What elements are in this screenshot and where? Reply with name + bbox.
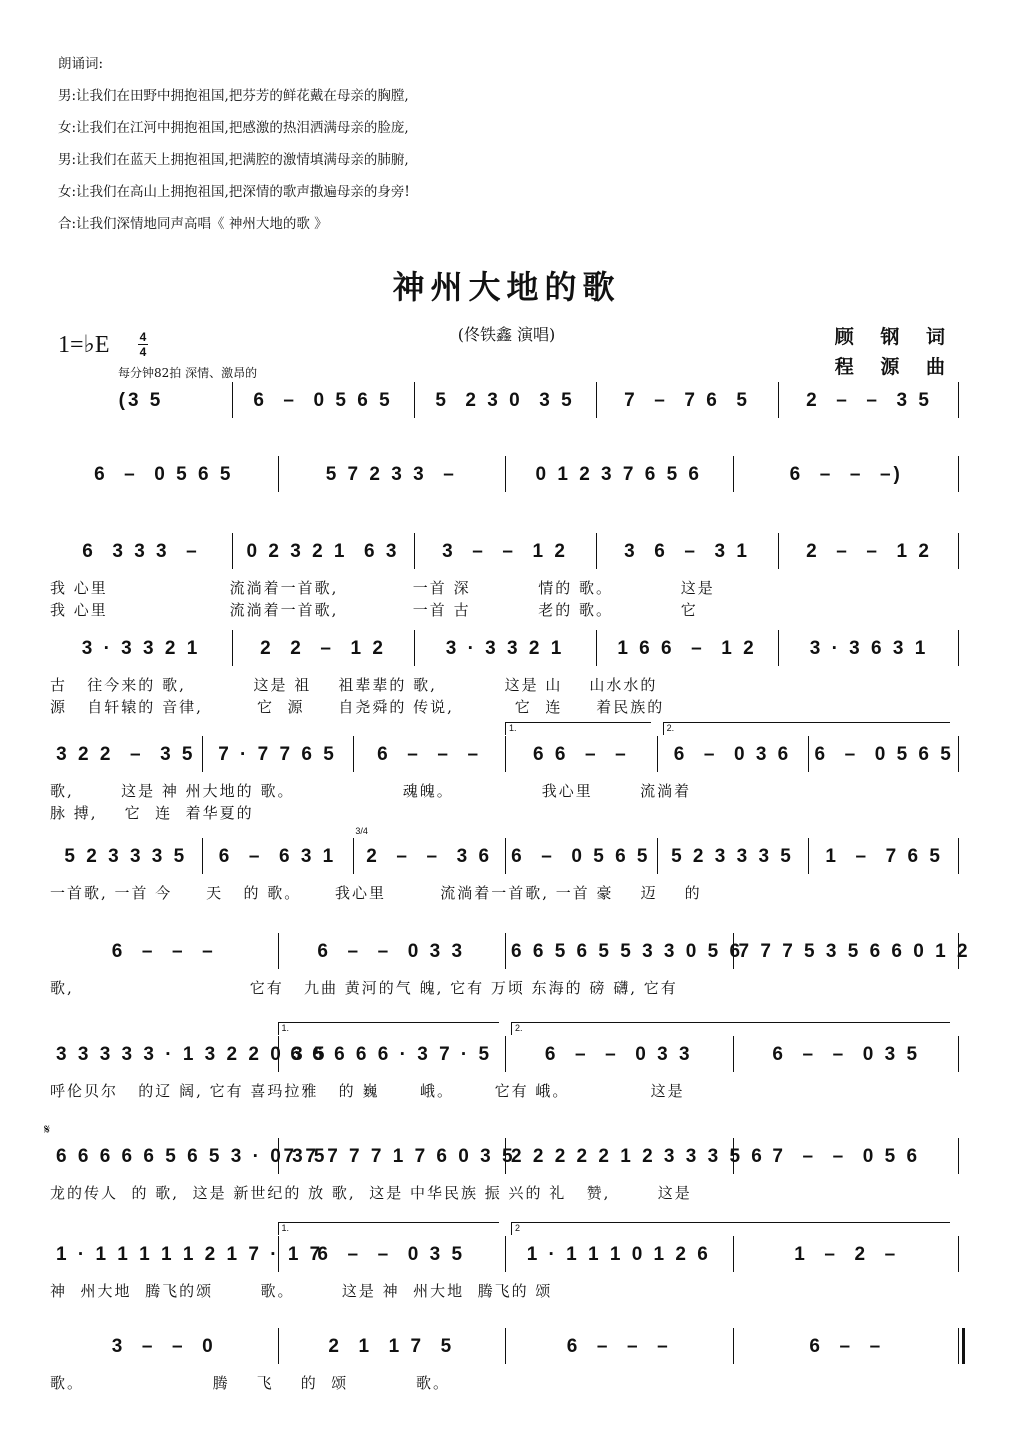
measure: 6 – – –): [789, 464, 903, 485]
bar-line: [505, 838, 506, 874]
bar-line: [505, 1236, 506, 1272]
bar-line: [657, 838, 658, 874]
bar-line: [733, 1236, 734, 1272]
notes-line: [50, 632, 960, 666]
end-bar-line: [958, 838, 959, 874]
bar-line: [278, 1328, 279, 1364]
bar-line: [278, 1036, 279, 1072]
bar-line: [778, 533, 779, 569]
measure: 6 3 3 3 –: [82, 541, 200, 562]
recitation-line: 男:让我们在蓝天上拥抱祖国,把满腔的激情填满母亲的肺腑,: [58, 152, 409, 168]
measure: 5 2 3 3 3 5: [64, 846, 188, 867]
bar-line: [505, 1036, 506, 1072]
lyric-line: 一首歌, 一首 今 天 的 歌。 我心里 流淌着一首歌, 一首 豪 迈 的: [50, 884, 702, 902]
volta-second-ending: 2.: [511, 1022, 950, 1035]
bar-line: [657, 736, 658, 772]
volta-second-ending: 2: [511, 1222, 950, 1235]
bar-line: [733, 1328, 734, 1364]
measure: 6 – 0 3 6: [673, 744, 792, 765]
measure: 0 2 3 2 1 6 3: [246, 541, 400, 562]
measure: 1 · 1 1 1 1 1 2 1 7 · 1 7: [56, 1244, 324, 1265]
end-bar-line: [958, 533, 959, 569]
measure: 6 – –: [809, 1336, 884, 1357]
measure: 5 2 3 0 3 5: [435, 390, 575, 411]
meter-change-mark: 3/4: [355, 826, 368, 836]
measure: 6 – – 0 3 3: [544, 1044, 693, 1065]
measure: 6 – 6 3 1: [218, 846, 337, 867]
measure: 7 7 7 5 3 5 6 6 0 1 2: [738, 941, 971, 962]
measure: 0 1 2 3 7 6 5 6: [535, 464, 702, 485]
measure: 3 · 3 3 2 1: [445, 638, 565, 659]
measure: 3 3 3 3 3 · 1 3 2 2 0 3 5: [56, 1044, 328, 1065]
measure: 1 · 1 1 1 0 1 2 6: [526, 1244, 711, 1265]
measure: 6 – 0 5 6 5: [814, 744, 954, 765]
measure: 7 7 7 7 7 1 7 6 0 3 5: [283, 1146, 516, 1167]
bar-line: [353, 838, 354, 874]
measure: 6 6 5 6 5 5 3 3 0 5 6: [511, 941, 744, 962]
notes-line: [50, 738, 960, 772]
measure: 6 6 6 6 6 · 3 7 · 5: [290, 1044, 493, 1065]
measure: 6 – 0 5 6 5: [94, 464, 234, 485]
notes-line: [50, 1330, 960, 1364]
singer-credit: (佟铁鑫 演唱): [457, 325, 556, 344]
end-bar-line: [958, 736, 959, 772]
bar-line: [596, 533, 597, 569]
measure: 3 – – 0: [111, 1336, 216, 1357]
measure: 6 – – –: [566, 1336, 671, 1357]
measure: 1 – 7 6 5: [825, 846, 943, 867]
bar-line: [733, 456, 734, 492]
measure: 3 – – 1 2: [442, 541, 568, 562]
recitation-line: 女:让我们在江河中拥抱祖国,把感激的热泪洒满母亲的脸庞,: [58, 120, 409, 136]
bar-line: [278, 456, 279, 492]
time-signature-bottom: 4: [139, 345, 147, 359]
bar-line: [596, 382, 597, 418]
bar-line: [232, 630, 233, 666]
measure: (3 5: [118, 390, 164, 411]
lyric-line: 神 州大地 腾飞的颂 歌。 这是 神 州大地 腾飞的 颂: [50, 1282, 553, 1300]
measure: 1 – 2 –: [794, 1244, 899, 1265]
measure: 3 2 2 – 3 5: [56, 744, 196, 765]
end-bar-line: [958, 630, 959, 666]
key-signature: 1=♭E: [58, 332, 110, 358]
notes-line: [50, 840, 960, 874]
end-bar-line: [958, 1328, 965, 1364]
bar-line: [733, 1138, 734, 1174]
measure: 2 1 1 7 5: [328, 1336, 455, 1357]
song-title: 神州大地的歌: [392, 268, 621, 306]
bar-line: [733, 933, 734, 969]
bar-line: [202, 838, 203, 874]
bar-line: [505, 1328, 506, 1364]
measure: 6 – 0 5 6 5: [511, 846, 651, 867]
lyric-line: 歌, 它有 九曲 黄河的气 魄, 它有 万顷 东海的 磅 礴, 它有: [50, 979, 678, 997]
measure: 6 – – 0 3 5: [317, 1244, 466, 1265]
bar-line: [232, 533, 233, 569]
composer-credit: 程 源 曲: [834, 356, 955, 378]
recitation-block: [58, 48, 410, 240]
measure: 2 – – 1 2: [806, 541, 932, 562]
measure: 2 2 2 2 2 1 2 3 3 3 5 6: [511, 1146, 765, 1167]
volta-second-ending: 2.: [663, 722, 950, 735]
tempo-marking: 每分钟82拍 深情、激昂的: [118, 366, 258, 380]
lyric-line: 古 往今来的 歌, 这是 祖 祖辈辈的 歌, 这是 山 山水水的: [50, 676, 658, 694]
measure: 6 – – 0 3 5: [772, 1044, 921, 1065]
notes-line: [50, 458, 960, 492]
recitation-line: 女:让我们在高山上拥抱祖国,把深情的歌声撒遍母亲的身旁!: [58, 184, 410, 200]
measure: 6 – – –: [377, 744, 482, 765]
end-bar-line: [958, 382, 959, 418]
measure: 2 2 – 1 2: [260, 638, 386, 659]
bar-line: [278, 1236, 279, 1272]
time-signature: [138, 330, 148, 359]
recitation-line: 男:让我们在田野中拥抱祖国,把芬芳的鲜花戴在母亲的胸膛,: [58, 88, 409, 104]
bar-line: [505, 933, 506, 969]
bar-line: [778, 382, 779, 418]
notes-line: [50, 384, 960, 418]
lyric-line: 呼伦贝尔 的辽 阔, 它有 喜玛拉雅 的 巍 峨。 它有 峨。 这是: [50, 1082, 685, 1100]
bar-line: [202, 736, 203, 772]
measure: 2 – – 3 6: [366, 846, 493, 867]
bar-line: [505, 456, 506, 492]
measure: 7 – 7 6 5: [624, 390, 750, 411]
recitation-line: 合:让我们深情地同声高唱《 神州大地的歌 》: [58, 216, 328, 232]
measure: 5 2 3 3 3 5: [671, 846, 794, 867]
bar-line: [414, 630, 415, 666]
notes-line: [50, 535, 960, 569]
measure: 6 6 6 6 6 5 6 5 3 · 0 3 5: [56, 1146, 328, 1167]
lyricist-credit: 顾 钢 词: [834, 326, 955, 348]
bar-line: [733, 1036, 734, 1072]
measure: 7 · 7 7 6 5: [218, 744, 337, 765]
bar-line: [414, 382, 415, 418]
volta-first-ending: 1.: [278, 1222, 500, 1235]
segno-sign: 𝄋: [44, 1122, 51, 1138]
measure: 2 – – 3 5: [806, 390, 932, 411]
recitation-heading: 朗诵词:: [58, 56, 104, 72]
lyric-line: 歌。 腾 飞 的 颂 歌。: [50, 1374, 450, 1392]
volta-first-ending: 1.: [505, 722, 651, 735]
bar-line: [505, 736, 506, 772]
end-bar-line: [958, 1036, 959, 1072]
bar-line: [505, 1138, 506, 1174]
measure: 6 – – –: [111, 941, 216, 962]
notes-line: [50, 935, 971, 969]
measure: 7 – – 0 5 6: [772, 1146, 921, 1167]
end-bar-line: [958, 456, 959, 492]
bar-line: [596, 630, 597, 666]
lyric-line: 我 心里 流淌着一首歌, 一首 深 情的 歌。 这是: [50, 579, 715, 597]
end-bar-line: [958, 933, 959, 969]
lyric-line: 脉 搏, 它 连 着华夏的: [50, 804, 254, 822]
lyric-line: 龙的传人 的 歌, 这是 新世纪的 放 歌, 这是 中华民族 振 兴的 礼 赞, 这是: [50, 1184, 692, 1202]
measure: 3 · 3 6 3 1: [809, 638, 929, 659]
volta-first-ending: 1.: [278, 1022, 500, 1035]
measure: 3 · 3 3 2 1: [81, 638, 201, 659]
measure: 3 6 – 3 1: [624, 541, 750, 562]
notes-line: [50, 1238, 960, 1272]
measure: 1 6 6 – 1 2: [617, 638, 757, 659]
lyric-line: 我 心里 流淌着一首歌, 一首 古 老的 歌。 它: [50, 601, 698, 619]
bar-line: [232, 382, 233, 418]
measure: 6 6 – –: [532, 744, 629, 765]
bar-line: [278, 933, 279, 969]
measure: 6 – – 0 3 3: [317, 941, 466, 962]
measure: 5 7 2 3 3 –: [325, 464, 457, 485]
bar-line: [353, 736, 354, 772]
notes-line: [50, 1038, 960, 1072]
lyric-line: 歌, 这是 神 州大地的 歌。 魂魄。 我心里 流淌着: [50, 782, 692, 800]
end-bar-line: [958, 1138, 959, 1174]
bar-line: [414, 533, 415, 569]
bar-line: [808, 838, 809, 874]
time-signature-top: 4: [139, 330, 147, 344]
bar-line: [278, 1138, 279, 1174]
lyric-line: 源 自轩辕的 音律, 它 源 自尧舜的 传说, 它 连 着民族的: [50, 698, 665, 716]
end-bar-line: [958, 1236, 959, 1272]
bar-line: [778, 630, 779, 666]
notes-line: [50, 1140, 960, 1174]
bar-line: [808, 736, 809, 772]
credits: [835, 322, 955, 382]
measure: 6 – 0 5 6 5: [253, 390, 393, 411]
